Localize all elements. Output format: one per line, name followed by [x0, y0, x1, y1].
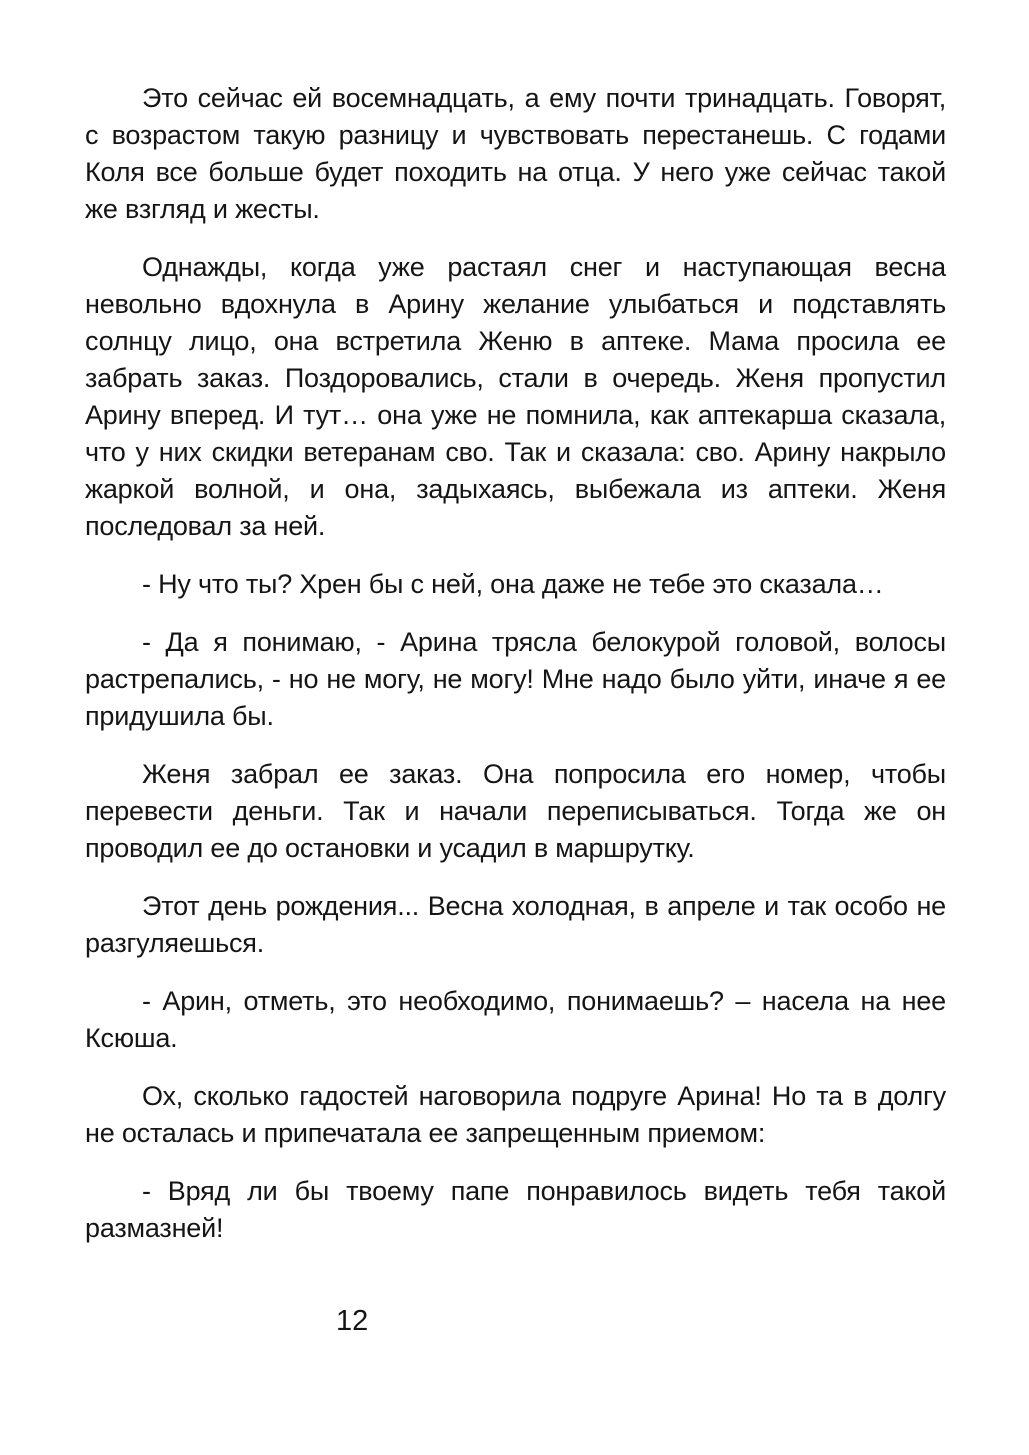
paragraph-dialogue: - Вряд ли бы твоему папе понравилось видеть тебя такой размазней! [85, 1176, 946, 1243]
paragraph-dialogue: - Арин, отметь, это необходимо, понимаешь? – насела на нее Ксюша. [85, 986, 946, 1053]
paragraph: Однажды, когда уже растаял снег и наступающая весна невольно вдохнула в Арину желание улыбаться и подставлять солнцу лицо, она встретила Женю в аптеке. Мама просила ее забрать заказ. Поздоровались, стали в очередь. Женя пропустил Арину вперед. И тут… она уже не помнила, как аптекарша сказала, что у них скидки ветеранам сво. Так и сказала: сво. Арину накрыло жаркой волной, и она, задыхаясь, выбежала из аптеки. Женя последовал за ней. [85, 252, 946, 541]
paragraph-dialogue: - Ну что ты? Хрен бы с ней, она даже не тебе это сказала… [142, 569, 884, 599]
text-block [85, 80, 946, 1268]
paragraph-dialogue: - Да я понимаю, - Арина трясла белокурой головой, волосы растрепались, - но не могу, не могу! Мне надо было уйти, иначе я ее придушила бы. [85, 627, 946, 731]
paragraph: Этот день рождения... Весна холодная, в апреле и так особо не разгуляешься. [85, 891, 946, 958]
page-number: 12 [336, 1305, 369, 1337]
paragraph: Это сейчас ей восемнадцать, а ему почти тринадцать. Говорят, с возрастом такую разницу и чувствовать перестанешь. С годами Коля все больше будет походить на отца. У него уже сейчас такой же взгляд и жесты. [85, 83, 946, 224]
paragraph: Женя забрал ее заказ. Она попросила его номер, чтобы перевести деньги. Так и начали переписываться. Тогда же он проводил ее до остановки и усадил в маршрутку. [85, 759, 946, 863]
paragraph: Ох, сколько гадостей наговорила подруге Арина! Но та в долгу не осталась и припечатала ее запрещенным приемом: [85, 1081, 946, 1148]
